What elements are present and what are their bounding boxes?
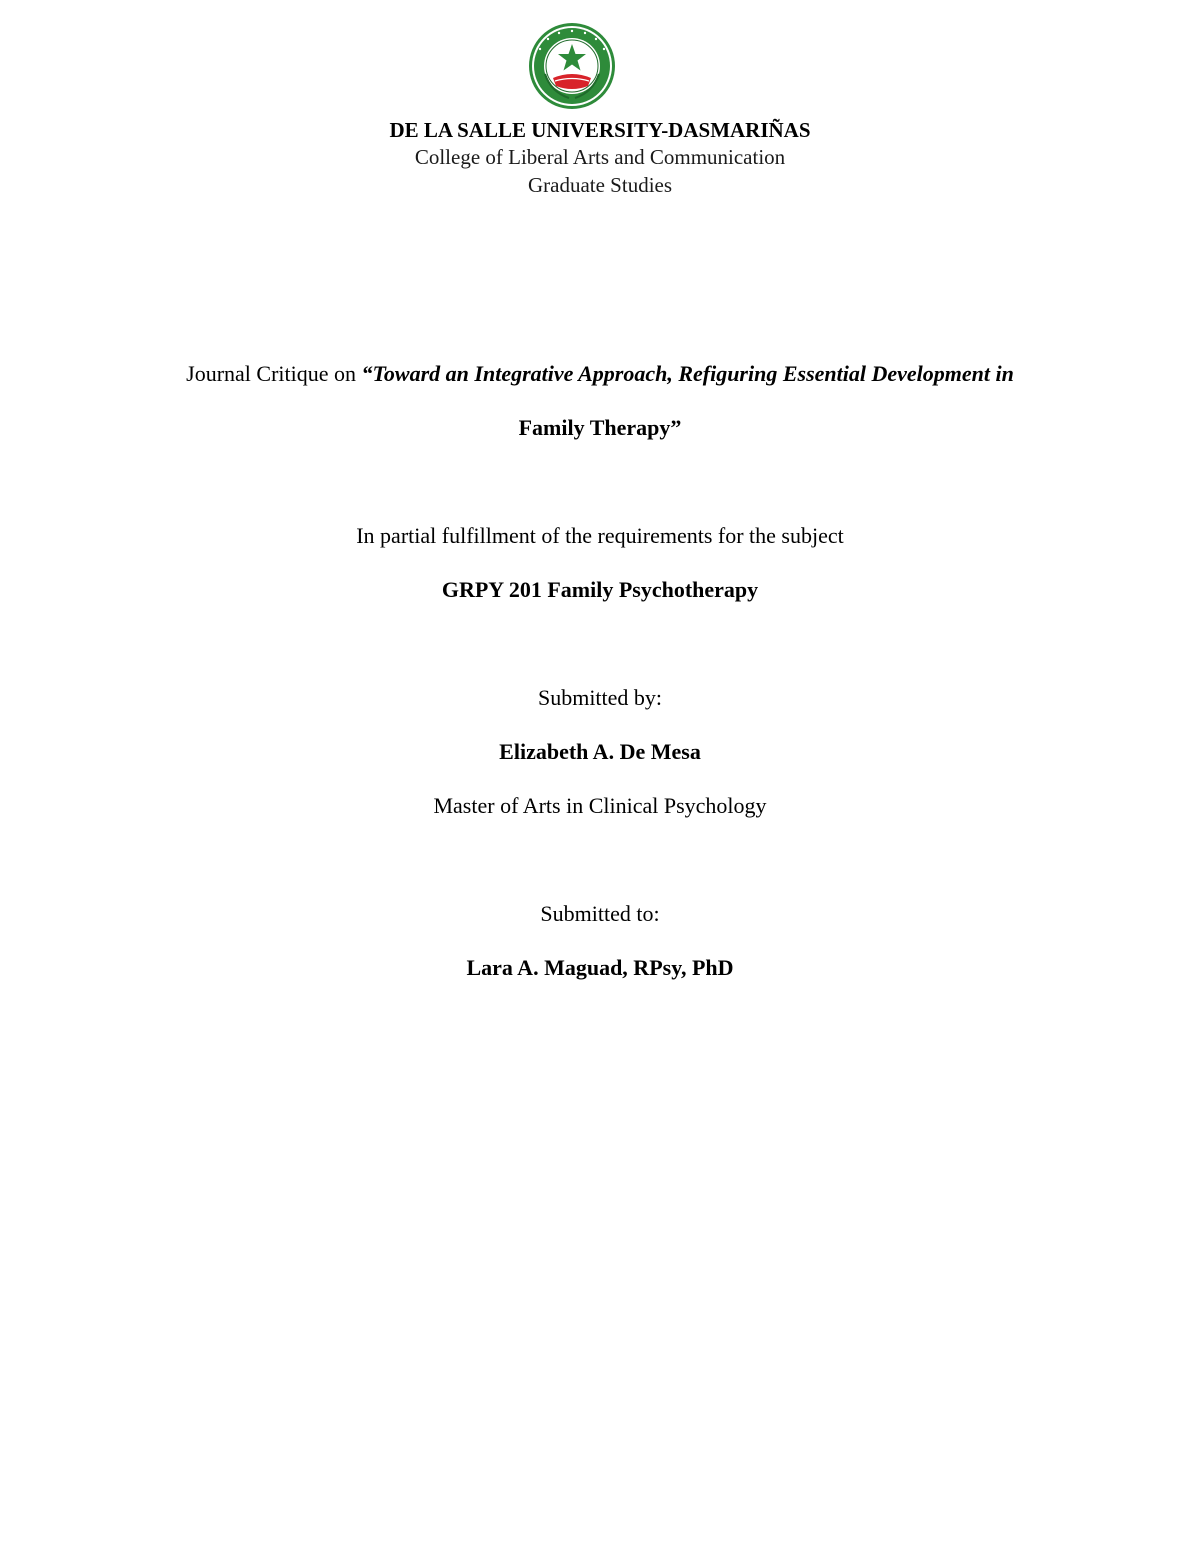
critique-title-line-1: [0, 361, 1200, 387]
submitted-by-label: Submitted by:: [537, 685, 663, 710]
requirement-text: In partial fulfillment of the requirements for the subject: [356, 523, 844, 548]
open-quote: “: [361, 361, 373, 386]
student-name: Elizabeth A. De Mesa: [499, 739, 701, 764]
course-name: GRPY 201 Family Psychotherapy: [441, 577, 759, 602]
college-name: College of Liberal Arts and Communication: [414, 145, 786, 169]
article-title-part-2: Family Therapy: [518, 415, 671, 440]
university-seal-icon: [525, 22, 619, 110]
student-program: Master of Arts in Clinical Psychology: [433, 793, 767, 818]
professor-name: Lara A. Maguad, RPsy, PhD: [466, 955, 734, 980]
submitted-to-label: Submitted to:: [540, 901, 660, 926]
close-quote: ”: [670, 415, 682, 440]
article-title-part-1: Toward an Integrative Approach, Refiguring Essential Development in: [372, 361, 1014, 386]
university-name: DE LA SALLE UNIVERSITY-DASMARIÑAS: [389, 118, 811, 142]
critique-prefix: Journal Critique on: [186, 361, 362, 386]
division-name: Graduate Studies: [527, 173, 673, 197]
critique-title-line-2: [0, 415, 1200, 441]
